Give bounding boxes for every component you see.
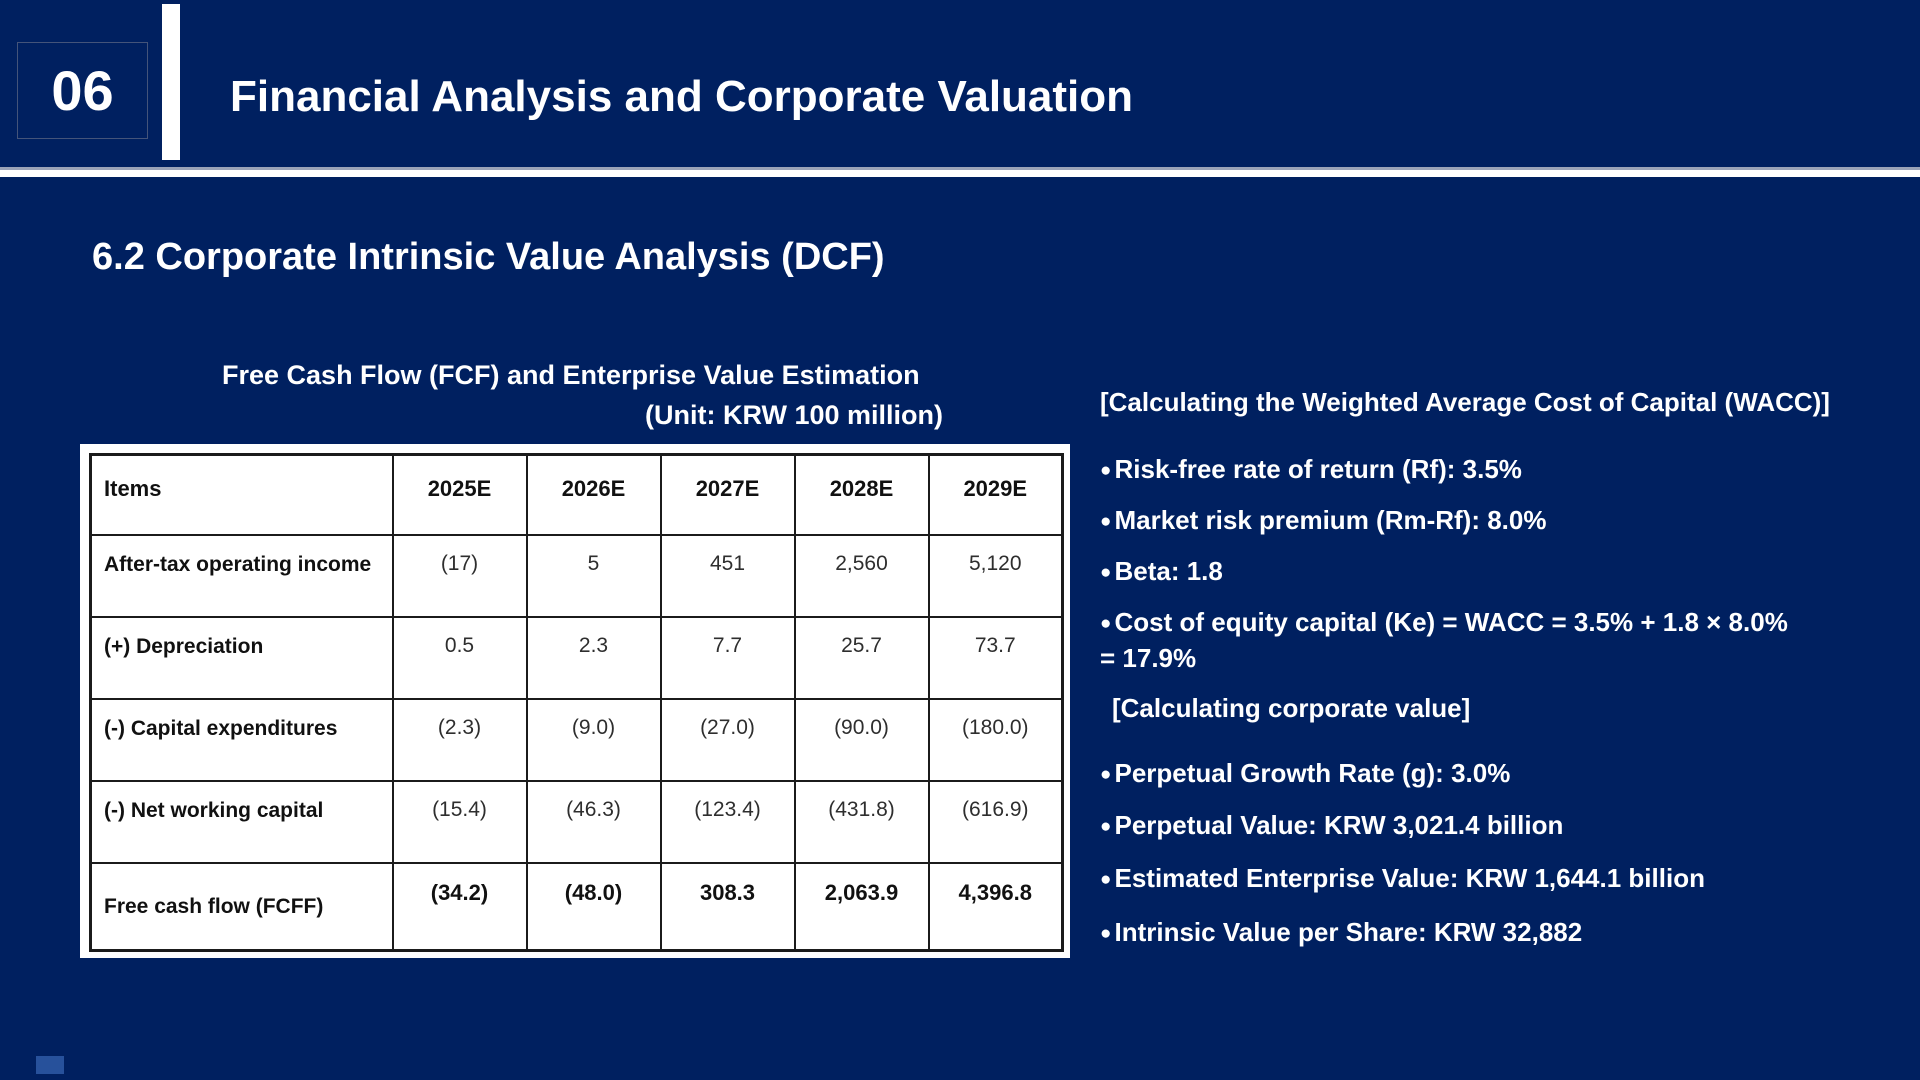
valuation-item-growth-rate bbox=[1100, 754, 1510, 794]
table-row bbox=[91, 781, 1063, 863]
bullet-icon: ● bbox=[1100, 562, 1112, 583]
bullet-icon: ● bbox=[1100, 764, 1112, 785]
cell-value: 2.3 bbox=[527, 617, 661, 699]
cell-value: (431.8) bbox=[795, 781, 929, 863]
wacc-item-market-premium bbox=[1100, 501, 1546, 541]
cell-value: (46.3) bbox=[527, 781, 661, 863]
valuation-item-text: Perpetual Growth Rate (g): 3.0% bbox=[1114, 758, 1511, 788]
table-row-fcff bbox=[91, 863, 1063, 951]
valuation-item-text: Perpetual Value: KRW 3,021.4 billion bbox=[1114, 810, 1564, 840]
cell-value: (616.9) bbox=[929, 781, 1063, 863]
col-header-2025e: 2025E bbox=[393, 455, 527, 535]
table-row bbox=[91, 535, 1063, 617]
row-label: Free cash flow (FCFF) bbox=[91, 863, 393, 951]
fcf-table-container bbox=[80, 444, 1070, 958]
cell-value: (15.4) bbox=[393, 781, 527, 863]
wacc-item-beta bbox=[1100, 552, 1223, 592]
bullet-icon: ● bbox=[1100, 816, 1112, 837]
bullet-icon: ● bbox=[1100, 613, 1112, 634]
bullet-icon: ● bbox=[1100, 869, 1112, 890]
cell-value: 2,560 bbox=[795, 535, 929, 617]
wacc-item-text: Market risk premium (Rm-Rf): 8.0% bbox=[1114, 505, 1547, 535]
table-title: Free Cash Flow (FCF) and Enterprise Value Estimation bbox=[222, 360, 920, 390]
row-label: (-) Capital expenditures bbox=[91, 699, 393, 781]
cell-value: 308.3 bbox=[661, 863, 795, 951]
wacc-item-text: Beta: 1.8 bbox=[1114, 556, 1223, 586]
cell-value: (27.0) bbox=[661, 699, 795, 781]
cell-value: (34.2) bbox=[393, 863, 527, 951]
cell-value: (123.4) bbox=[661, 781, 795, 863]
wacc-item-risk-free bbox=[1100, 450, 1522, 490]
table-unit-note: (Unit: KRW 100 million) bbox=[644, 400, 943, 430]
decorative-square bbox=[36, 1056, 64, 1074]
chapter-number-box bbox=[17, 42, 148, 139]
header-title: Financial Analysis and Corporate Valuation bbox=[230, 72, 1134, 121]
cell-value: (9.0) bbox=[527, 699, 661, 781]
col-header-2027e: 2027E bbox=[661, 455, 795, 535]
col-header-2028e: 2028E bbox=[795, 455, 929, 535]
wacc-item-text: Cost of equity capital (Ke) = WACC = 3.5% + 1.8 × 8.0% bbox=[1114, 607, 1788, 637]
cell-value: (2.3) bbox=[393, 699, 527, 781]
col-header-2026e: 2026E bbox=[527, 455, 661, 535]
row-label: (+) Depreciation bbox=[91, 617, 393, 699]
row-label: After-tax operating income bbox=[91, 535, 393, 617]
cell-value: 25.7 bbox=[795, 617, 929, 699]
cell-value: 5,120 bbox=[929, 535, 1063, 617]
valuation-item-enterprise-value bbox=[1100, 859, 1705, 899]
section-title: 6.2 Corporate Intrinsic Value Analysis (DCF) bbox=[92, 236, 885, 278]
row-label: (-) Net working capital bbox=[91, 781, 393, 863]
wacc-item-cost-of-equity-result: = 17.9% bbox=[1100, 643, 1197, 673]
cell-value: (48.0) bbox=[527, 863, 661, 951]
cell-value: (17) bbox=[393, 535, 527, 617]
valuation-item-perpetual-value bbox=[1100, 806, 1563, 846]
bullet-icon: ● bbox=[1100, 923, 1112, 944]
bullet-icon: ● bbox=[1100, 460, 1112, 481]
fcf-table bbox=[89, 453, 1064, 952]
cell-value: 5 bbox=[527, 535, 661, 617]
valuation-item-text: Intrinsic Value per Share: KRW 32,882 bbox=[1114, 917, 1583, 947]
table-header-row bbox=[91, 455, 1063, 535]
cell-value: 451 bbox=[661, 535, 795, 617]
valuation-item-text: Estimated Enterprise Value: KRW 1,644.1 billion bbox=[1114, 863, 1705, 893]
cell-value: 0.5 bbox=[393, 617, 527, 699]
header-vertical-bar bbox=[162, 4, 180, 160]
bullet-icon: ● bbox=[1100, 511, 1112, 532]
cell-value: (180.0) bbox=[929, 699, 1063, 781]
wacc-heading: [Calculating the Weighted Average Cost of Capital (WACC)] bbox=[1100, 387, 1830, 417]
header-divider-line bbox=[0, 167, 1920, 177]
cell-value: (90.0) bbox=[795, 699, 929, 781]
table-row bbox=[91, 699, 1063, 781]
cell-value: 7.7 bbox=[661, 617, 795, 699]
wacc-item-text: Risk-free rate of return (Rf): 3.5% bbox=[1114, 454, 1522, 484]
cell-value: 2,063.9 bbox=[795, 863, 929, 951]
cell-value: 4,396.8 bbox=[929, 863, 1063, 951]
chapter-number: 06 bbox=[51, 59, 114, 122]
wacc-item-cost-of-equity bbox=[1100, 603, 1788, 643]
col-header-items: Items bbox=[91, 455, 393, 535]
cell-value: 73.7 bbox=[929, 617, 1063, 699]
valuation-item-intrinsic-value bbox=[1100, 913, 1582, 953]
table-row bbox=[91, 617, 1063, 699]
col-header-2029e: 2029E bbox=[929, 455, 1063, 535]
valuation-heading: [Calculating corporate value] bbox=[1112, 693, 1471, 723]
